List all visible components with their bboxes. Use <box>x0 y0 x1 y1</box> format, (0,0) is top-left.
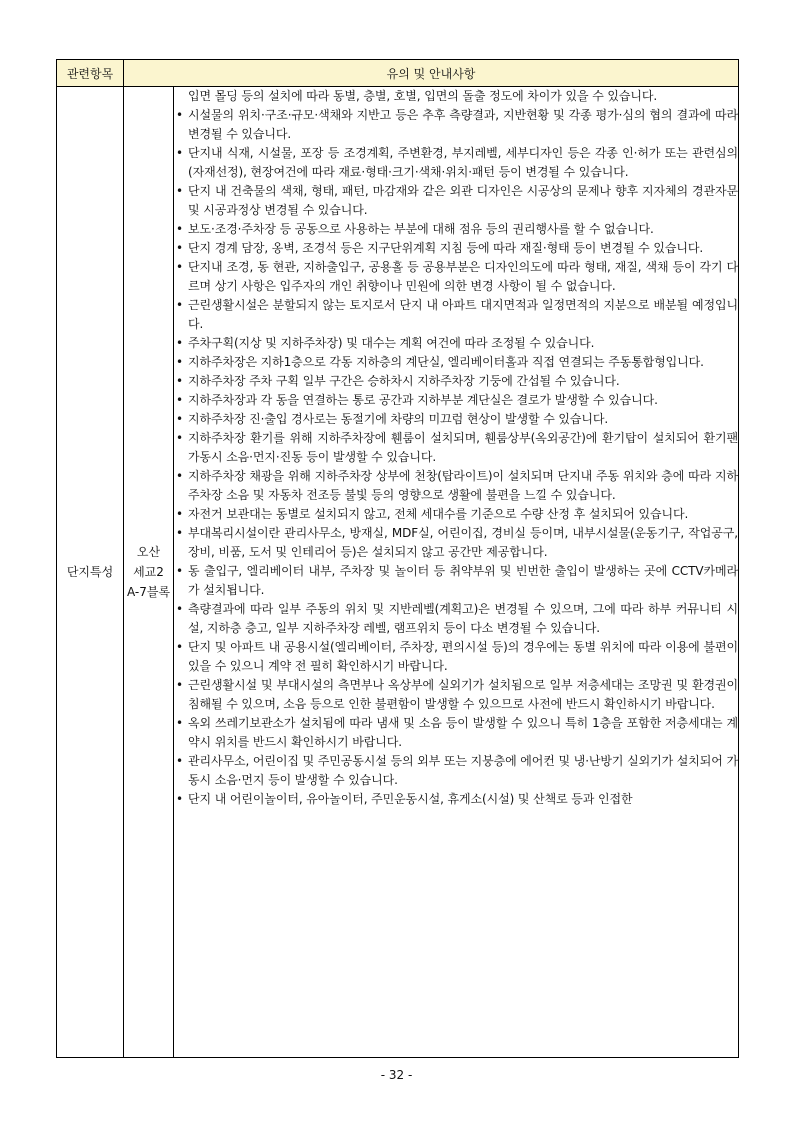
table-row <box>57 87 739 1058</box>
note-item: • 지하주차장과 각 동을 연결하는 통로 공간과 지하부분 계단실은 결로가 발생할 수 있습니다. <box>174 391 738 410</box>
note-item: • 단지내 식재, 시설물, 포장 등 조경계획, 주변환경, 부지레벨, 세부디자인 등은 각종 인·허가 또는 관련심의(자재선정), 현장여건에 따라 재료·형태·크기·색채·위치·패턴 등이 변경될 수 있습니다. <box>174 144 738 182</box>
note-item: • 근린생활시설은 분할되지 않는 토지로서 단지 내 아파트 대지면적과 일정면적의 지분으로 배분될 예정입니다. <box>174 296 738 334</box>
note-item: • 지하주차장 채광을 위해 지하주차장 상부에 천창(탑라이트)이 설치되며 단지내 주동 위치와 층에 따라 지하주차장 소음 및 자동차 전조등 불빛 등의 영향으로 생활에 불편을 느낄 수 있습니다. <box>174 467 738 505</box>
note-item: • 측량결과에 따라 일부 주동의 위치 및 지반레벨(계획고)은 변경될 수 있으며, 그에 따라 하부 커뮤니티 시설, 지하층 층고, 일부 지하주차장 레벨, 램프위치 등이 다소 변경될 수 있습니다. <box>174 600 738 638</box>
note-item: • 지하주차장 진·출입 경사로는 동절기에 차량의 미끄럼 현상이 발생할 수 있습니다. <box>174 410 738 429</box>
note-item: • 단지내 조경, 동 현관, 지하출입구, 공용홀 등 공용부분은 디자인의도에 따라 형태, 재질, 색채 등이 각기 다르며 상기 사항은 입주자의 개인 취향이나 민원에 의한 변경 사항이 될 수 없습니다. <box>174 258 738 296</box>
header-category: 관련항목 <box>57 60 124 87</box>
note-item: 입면 몰딩 등의 설치에 따라 동별, 층별, 호별, 입면의 돌출 정도에 차이가 있을 수 있습니다. <box>188 89 658 103</box>
note-item: • 시설물의 위치·구조·규모·색채와 지반고 등은 추후 측량결과, 지반현황 및 각종 평가·심의 협의 결과에 따라 변경될 수 있습니다. <box>174 106 738 144</box>
note-item: • 지하주차장 환기를 위해 지하주차장에 휀룸이 설치되며, 휀룸상부(옥외공간)에 환기탑이 설치되어 환기팬 가동시 소음·먼지·진동 등이 발생할 수 있습니다. <box>174 429 738 467</box>
category-cell: 단지특성 <box>57 87 124 1058</box>
note-item: • 근린생활시설 및 부대시설의 측면부나 옥상부에 실외기가 설치됨으로 일부 저층세대는 조망권 및 환경권이 침해될 수 있으며, 소음 등으로 인한 불편함이 발생할 수 있으므로 사전에 반드시 확인하시기 바랍니다. <box>174 676 738 714</box>
notice-table <box>56 59 739 1058</box>
note-item: • 지하주차장 주차 구획 일부 구간은 승하차시 지하주차장 기둥에 간섭될 수 있습니다. <box>174 372 738 391</box>
note-item: • 관리사무소, 어린이집 및 주민공동시설 등의 외부 또는 지붕층에 에어컨 및 냉·난방기 실외기가 설치되어 가동시 소음·먼지 등이 발생할 수 있습니다. <box>174 752 738 790</box>
table-header-row <box>57 60 739 87</box>
note-item: • 보도·조경·주차장 등 공동으로 사용하는 부분에 대해 점유 등의 권리행사를 할 수 없습니다. <box>174 220 738 239</box>
note-item: • 단지 내 어린이놀이터, 유아놀이터, 주민운동시설, 휴게소(시설) 및 산책로 등과 인접한 <box>174 790 738 809</box>
note-item: • 지하주차장은 지하1층으로 각동 지하층의 계단실, 엘리베이터홀과 직접 연결되는 주동통합형입니다. <box>174 353 738 372</box>
note-item: • 동 출입구, 엘리베이터 내부, 주차장 및 놀이터 등 취약부위 및 빈번한 출입이 발생하는 곳에 CCTV카메라가 설치됩니다. <box>174 562 738 600</box>
location-cell <box>124 87 174 1058</box>
notes-cell <box>174 87 739 1058</box>
location-line: A-7블록 <box>126 585 171 599</box>
note-item: • 단지 내 건축물의 색채, 형태, 패턴, 마감재와 같은 외관 디자인은 시공상의 문제나 향후 지자체의 경관자문 및 시공과정상 변경될 수 있습니다. <box>174 182 738 220</box>
note-item: • 옥외 쓰레기보관소가 설치됨에 따라 냄새 및 소음 등이 발생할 수 있으니 특히 1층을 포함한 저층세대는 계약시 위치를 반드시 확인하시기 바랍니다. <box>174 714 738 752</box>
location-line: 세교2 <box>133 565 164 579</box>
note-item: • 부대복리시설이란 관리사무소, 방재실, MDF실, 어린이집, 경비실 등이며, 내부시설물(운동기구, 작업공구, 장비, 비품, 도서 및 인테리어 등)은 설치되지 않고 공간만 제공합니다. <box>174 524 738 562</box>
location-line: 오산 <box>136 545 161 559</box>
note-item: • 주차구획(지상 및 지하주차장) 및 대수는 계획 여건에 따라 조정될 수 있습니다. <box>174 334 738 353</box>
page-number: - 32 - <box>380 1068 413 1082</box>
note-item: • 단지 경계 담장, 옹벽, 조경석 등은 지구단위계획 지침 등에 따라 재질·형태 등이 변경될 수 있습니다. <box>174 239 738 258</box>
note-item: • 자전거 보관대는 동별로 설치되지 않고, 전체 세대수를 기준으로 수량 산정 후 설치되어 있습니다. <box>174 505 738 524</box>
note-item: • 단지 및 아파트 내 공용시설(엘리베이터, 주차장, 편의시설 등)의 경우에는 동별 위치에 따라 이용에 불편이 있을 수 있으니 계약 전 필히 확인하시기 바랍니다. <box>174 638 738 676</box>
notes-list <box>174 87 738 809</box>
header-notes: 유의 및 안내사항 <box>124 60 739 87</box>
